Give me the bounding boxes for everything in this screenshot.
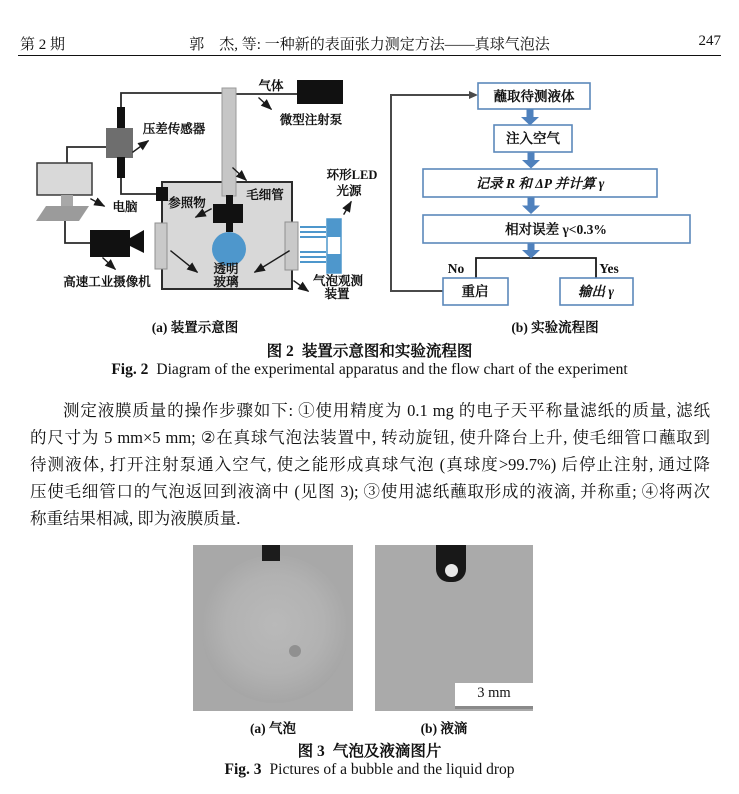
flow-step-error: 相对误差 γ<0.3% <box>505 222 607 237</box>
label-observer-line2: 装置 <box>324 287 350 301</box>
liquid-drop-photo <box>375 545 533 711</box>
page-number: 247 <box>698 33 721 49</box>
paragraph-line: 测定液膜质量的操作步骤如下: ①使用精度为 0.1 mg 的电子天平称量滤纸的质量, 滤纸 <box>63 401 710 420</box>
scale-bar <box>455 683 533 709</box>
fig2-caption-cn-text: 装置示意图和实验流程图 <box>301 343 473 360</box>
right-glass-window <box>285 222 298 270</box>
paragraph-line: 待测液体, 打开注射泵通入空气, 使之能形成真球气泡 (真球度>99.7%) 后停止注射, 通过降 <box>30 454 710 474</box>
fig3-caption-en-text: Pictures of a bubble and the liquid drop <box>269 761 515 778</box>
apparatus-schematic <box>36 78 377 301</box>
fig3b-caption: (b) 液滴 <box>420 721 468 736</box>
label-led-line1: 环形LED <box>326 168 378 182</box>
body-paragraph <box>30 398 710 533</box>
label-syringe-pump: 微型注射泵 <box>279 113 343 127</box>
sensor-tube-top <box>117 107 125 129</box>
fig3-caption-cn-label: 图 3 <box>297 743 325 760</box>
reference-stem <box>226 223 233 232</box>
fig2-caption-en-text: Diagram of the experimental apparatus and the flow chart of the experiment <box>156 361 628 378</box>
bubble-photo <box>193 545 353 711</box>
paragraph-line: 的尺寸为 5 mm×5 mm; ②在真球气泡法装置中, 转动旋钮, 使升降台上升, 使毛细管口蘸取到 <box>30 427 710 447</box>
bubble-image <box>201 555 349 703</box>
paragraph-line: 称重结果相减, 即为液膜质量. <box>30 508 241 528</box>
label-pressure-sensor: 压差传感器 <box>142 122 206 136</box>
label-glass-line2: 玻璃 <box>213 275 239 289</box>
flow-step-record: 记录 R 和 ΔP 并计算 γ <box>475 176 605 191</box>
experiment-flowchart <box>391 83 690 305</box>
feedback-arrowhead <box>469 91 478 99</box>
fig2-caption-en-label: Fig. 2 <box>111 361 149 378</box>
fig2-caption-cn-label: 图 2 <box>266 343 294 360</box>
flow-step-inject: 注入空气 <box>506 131 560 146</box>
fig3-caption-en-label: Fig. 3 <box>224 761 262 778</box>
flow-output: 输出 γ <box>578 284 614 299</box>
liquid-drop <box>445 564 458 577</box>
chamber-port <box>156 187 168 201</box>
led-light <box>301 219 341 273</box>
fig2-caption-cn <box>0 339 739 361</box>
journal-issue: 第 2 期 <box>20 37 66 53</box>
flow-step-dip: 蘸取待测液体 <box>493 89 575 104</box>
label-capillary: 毛细管 <box>246 188 284 202</box>
fig3a-caption: (a) 气泡 <box>249 721 297 736</box>
fig3-caption-en <box>0 761 739 779</box>
reference-object <box>213 204 243 223</box>
flow-no-label: No <box>447 261 465 276</box>
paragraph-line: 压使毛细管口的气泡返回到液滴中 (见图 3); ③使用滤纸蘸取形成的液滴, 并称重; ④将两次 <box>30 481 710 501</box>
label-camera: 高速工业摄像机 <box>63 275 151 289</box>
left-glass-window <box>155 223 167 269</box>
computer-monitor <box>37 163 92 195</box>
fig3-caption-cn-text: 气泡及液滴图片 <box>332 743 442 760</box>
figure2-diagram <box>0 0 739 340</box>
running-title: 郭 杰, 等: 一种新的表面张力测定方法——真球气泡法 <box>189 37 550 53</box>
label-led-line2: 光源 <box>336 184 362 198</box>
label-reference-object: 参照物 <box>168 196 206 210</box>
bubble <box>212 232 246 266</box>
bubble-spot <box>289 645 301 657</box>
capillary-stub <box>262 545 280 561</box>
flow-restart: 重启 <box>461 284 489 299</box>
camera-lens <box>130 230 144 253</box>
branch-lines <box>476 258 596 278</box>
fig2-caption-en <box>0 361 739 379</box>
fig3-caption-cn <box>0 739 739 761</box>
label-computer: 电脑 <box>112 200 138 214</box>
pressure-sensor <box>106 128 133 158</box>
scale-bar-label: 3 mm <box>477 685 511 701</box>
fig2a-caption: (a) 装置示意图 <box>151 320 239 335</box>
capillary-tube <box>222 88 236 196</box>
camera-body <box>90 230 130 257</box>
label-gas: 气体 <box>258 79 284 93</box>
flow-yes-label: Yes <box>599 261 619 276</box>
fig2b-caption: (b) 实验流程图 <box>511 320 599 335</box>
label-glass-line1: 透明 <box>213 262 239 276</box>
capillary-tip <box>226 195 233 205</box>
sensor-tube-bottom <box>117 157 125 178</box>
computer-keyboard <box>36 206 89 221</box>
syringe-pump <box>297 80 343 104</box>
label-observer-line1: 气泡观测 <box>312 274 364 288</box>
